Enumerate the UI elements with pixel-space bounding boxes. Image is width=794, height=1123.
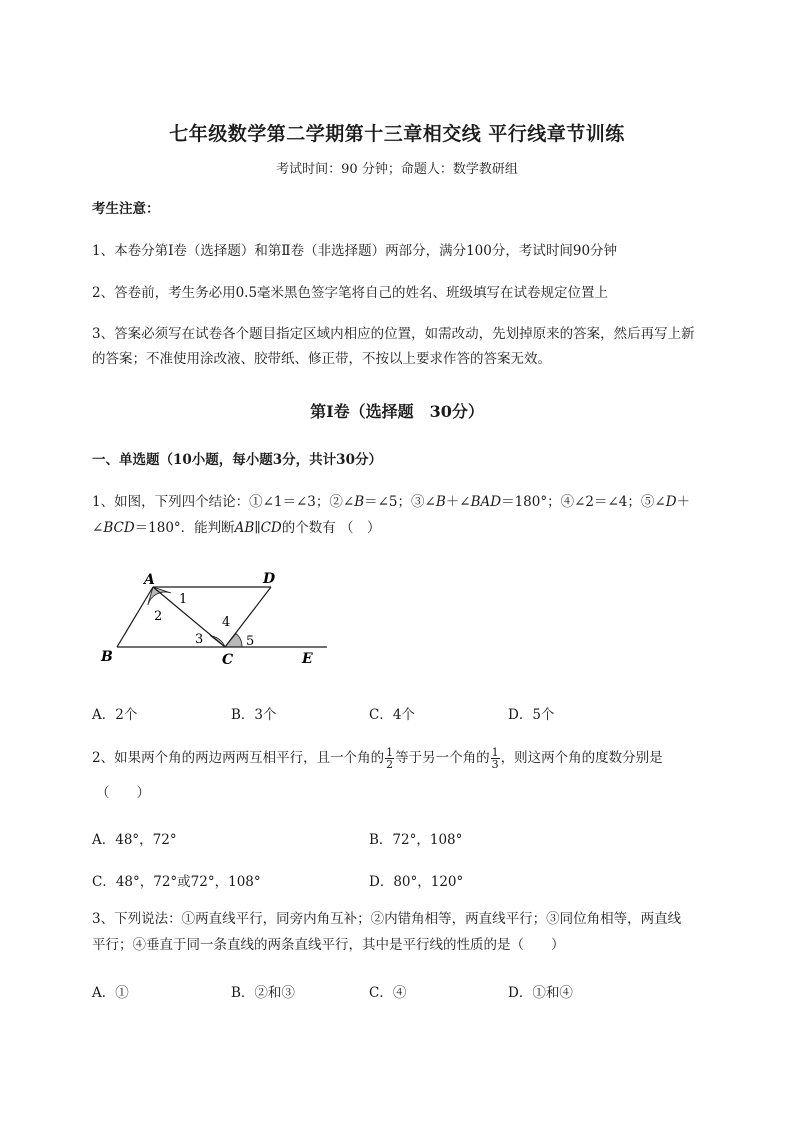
part-title: 第Ⅰ卷（选择题 30分） — [310, 402, 484, 421]
q3-option-b[interactable]: B．②和③ — [231, 985, 295, 1001]
notice-heading: 考生注意： — [92, 201, 160, 217]
q1-option-b[interactable]: B．3个 — [231, 707, 277, 723]
question-1-figure — [95, 565, 335, 675]
q2-option-c[interactable]: C．48°，72°或72°，108° — [92, 874, 261, 890]
notice-item-3: 3、答案必须写在试卷各个题目指定区域内相应的位置，如需改动，先划掉原来的答案，然后再写上新 — [92, 326, 695, 342]
point-label-b: B — [101, 649, 113, 665]
q1-option-a[interactable]: A．2个 — [92, 707, 138, 723]
question-1-text-line1: 1、如图，下列四个结论：①∠1＝∠3；②∠B＝∠5；③∠B＋∠BAD＝180°；④∠2＝∠4；⑤∠D＋ — [92, 494, 691, 510]
angle-label-1: 1 — [179, 592, 188, 607]
angle-label-4: 4 — [222, 615, 231, 630]
point-label-d: D — [263, 571, 276, 587]
question-1-text-line2: ∠BCD＝180°．能判断AB∥CD的个数有 （ ） — [92, 520, 381, 536]
q3-option-a[interactable]: A．① — [92, 985, 129, 1001]
angle-label-5: 5 — [246, 634, 255, 649]
angle-label-2: 2 — [154, 609, 163, 624]
angle-label-3: 3 — [195, 632, 204, 647]
q3-option-d[interactable]: D．①和④ — [508, 985, 573, 1001]
fraction-one-third: $\frac{1}{3}$ — [491, 746, 499, 771]
question-2-text-line1: 2、如果两个角的两边两两互相平行，且一个角的 $\frac{1}{2}$ 等于另一个角的 $\frac{1}{3}$ ，则这两个角的度数分别是 — [92, 746, 663, 771]
notice-item-1: 1、本卷分第Ⅰ卷（选择题）和第Ⅱ卷（非选择题）两部分，满分100分，考试时间90分钟 — [92, 243, 618, 259]
q3-option-c[interactable]: C．④ — [369, 985, 407, 1001]
exam-subtitle: 考试时间：90 分钟；命题人：数学教研组 — [276, 162, 518, 177]
page-title: 七年级数学第二学期第十三章相交线 平行线章节训练 — [169, 123, 625, 145]
section-heading: 一、单选题（10小题，每小题3分，共计30分） — [92, 452, 382, 468]
q1-option-d[interactable]: D．5个 — [508, 707, 555, 723]
notice-item-3-cont: 的答案；不准使用涂改液、胶带纸、修正带，不按以上要求作答的答案无效。 — [92, 351, 551, 367]
q2-option-b[interactable]: B．72°，108° — [369, 832, 463, 848]
point-label-c: C — [222, 652, 234, 668]
q2-option-d[interactable]: D．80°，120° — [369, 874, 464, 890]
point-label-e: E — [302, 651, 313, 667]
point-label-a: A — [144, 572, 155, 588]
q1-option-c[interactable]: C．4个 — [369, 707, 415, 723]
segment-ab — [117, 587, 153, 647]
segment-ac — [153, 587, 225, 647]
question-3-text-line1: 3、下列说法：①两直线平行，同旁内角互补；②内错角相等，两直线平行；③同位角相等，两直线 — [92, 911, 682, 927]
notice-item-2: 2、答卷前，考生务必用0.5毫米黑色签字笔将自己的姓名、班级填写在试卷规定位置上 — [92, 285, 609, 301]
question-3-text-line2: 平行；④垂直于同一条直线的两条直线平行，其中是平行线的性质的是（ ） — [92, 937, 565, 953]
q2-option-a[interactable]: A．48°，72° — [92, 832, 177, 848]
fraction-one-half: $\frac{1}{2}$ — [386, 746, 394, 771]
question-2-text-line2: （ ） — [96, 785, 150, 801]
